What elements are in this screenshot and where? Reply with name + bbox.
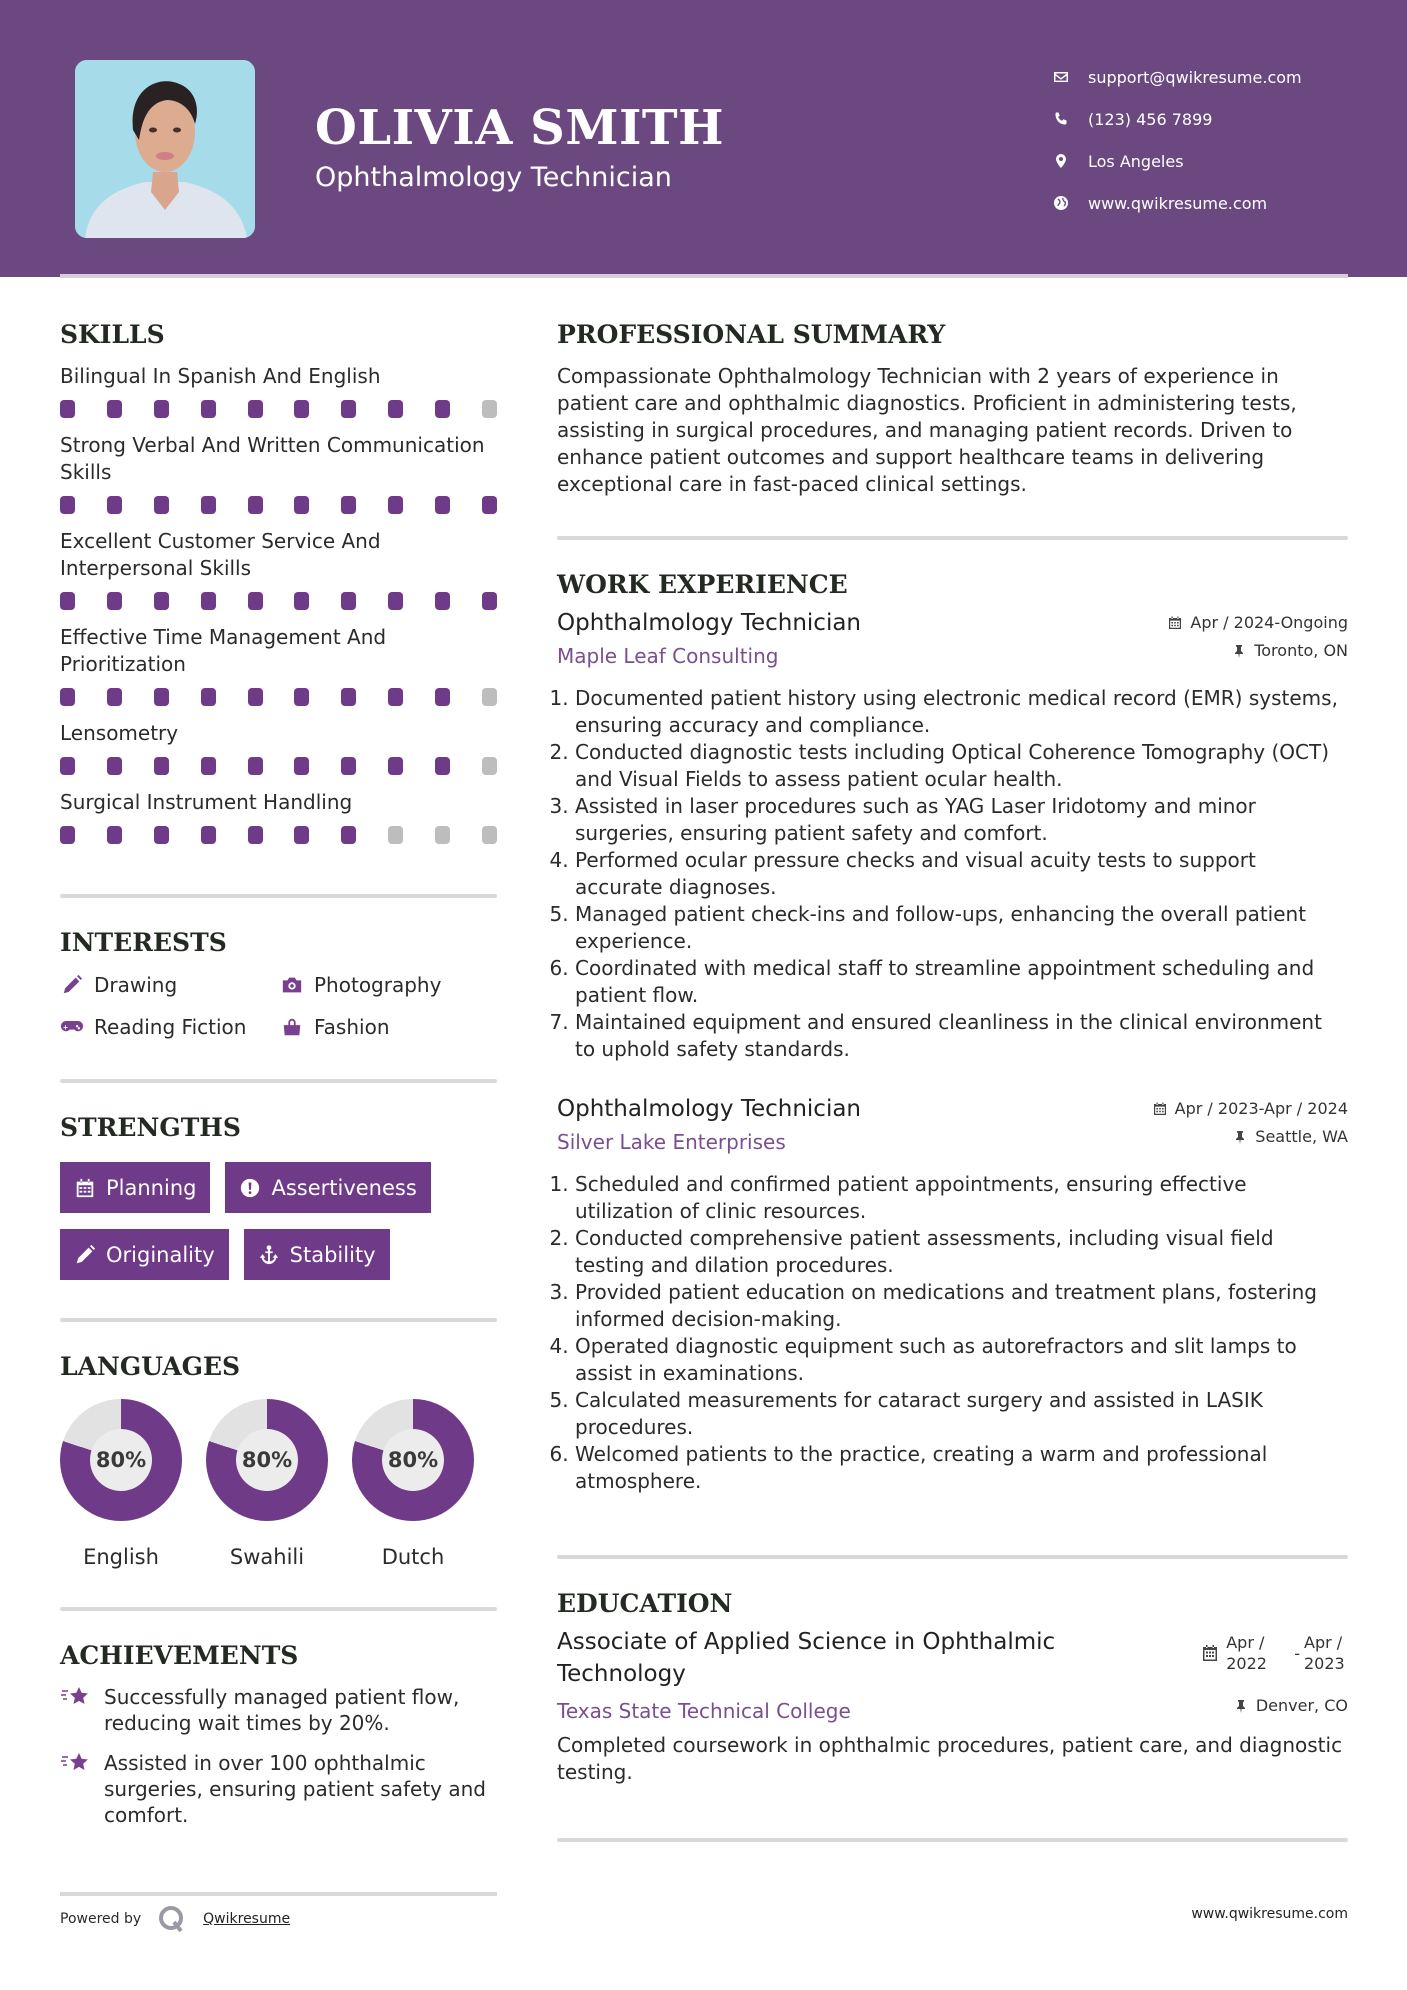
rating-dot-filled [248, 826, 263, 844]
rating-dot-filled [248, 400, 263, 418]
skill-rating [60, 757, 497, 775]
education-location [1234, 1696, 1348, 1715]
strength-label: Planning [106, 1175, 197, 1200]
degree-title: Associate of Applied Science in Ophthalmic Technology [557, 1629, 1056, 1687]
rating-dot-filled [60, 592, 75, 610]
rating-dot-filled [60, 757, 75, 775]
strength-label: Assertiveness [271, 1175, 417, 1200]
section-divider [60, 1318, 497, 1322]
pushpin-icon [1233, 1130, 1247, 1144]
date-separator: - [1294, 1643, 1300, 1663]
strength-label: Stability [289, 1242, 376, 1267]
language-item [60, 1399, 182, 1569]
duty-item: 6. Welcomed patients to the practice, creating a warm and professional atmosphere. [575, 1441, 1348, 1495]
contact-list [1050, 56, 1302, 224]
rating-dot-filled [435, 757, 450, 775]
language-item [352, 1399, 474, 1569]
education-item [557, 1626, 1348, 1786]
achievement-item [60, 1684, 497, 1736]
language-percent: 80% [382, 1429, 444, 1491]
rating-dot-empty [482, 400, 497, 418]
achievement-text: Assisted in over 100 ophthalmic surgeries, ensuring patient safety and comfort. [104, 1751, 486, 1827]
rating-dot-filled [294, 688, 309, 706]
rating-dot-filled [341, 496, 356, 514]
education-location-text: Denver, CO [1255, 1696, 1348, 1715]
globe-icon [1050, 192, 1072, 214]
shopping-bag-icon [280, 1016, 304, 1038]
duty-item: 6. Coordinated with medical staff to streamline appointment scheduling and patient flow. [575, 955, 1348, 1009]
phone-icon [1050, 108, 1072, 130]
education-heading: EDUCATION [557, 1589, 733, 1618]
contact-website[interactable] [1050, 182, 1302, 224]
rating-dot-filled [294, 592, 309, 610]
rating-dot-filled [248, 496, 263, 514]
language-percent: 80% [236, 1429, 298, 1491]
rating-dot-filled [482, 496, 497, 514]
duty-item: 7. Maintained equipment and ensured cleanliness in the clinical environment to uphold safety standards. [575, 1009, 1348, 1063]
contact-location [1050, 140, 1302, 182]
language-name: Swahili [229, 1545, 305, 1569]
contact-phone-text: (123) 456 7899 [1088, 109, 1213, 129]
rating-dot-empty [482, 757, 497, 775]
left-column [60, 320, 497, 1828]
rating-dot-filled [248, 592, 263, 610]
strength-label: Originality [106, 1242, 215, 1267]
skills-heading: SKILLS [60, 320, 165, 349]
duty-item: 1. Scheduled and confirmed patient appointments, ensuring effective utilization of clinic resources. [575, 1171, 1348, 1225]
interest-item [280, 1015, 500, 1039]
anchor-icon [258, 1244, 280, 1266]
section-divider [557, 1838, 1348, 1842]
pushpin-icon [1234, 1699, 1248, 1713]
qwikresume-logo-icon [157, 1904, 187, 1934]
interest-item [60, 973, 280, 997]
skill-name: Lensometry [60, 721, 179, 745]
duty-item: 3. Provided patient education on medications and treatment plans, fostering informed decision-making. [575, 1279, 1348, 1333]
section-divider [60, 1079, 497, 1083]
rating-dot-filled [388, 592, 403, 610]
rating-dot-filled [388, 757, 403, 775]
experience-section [557, 570, 1348, 1495]
company-name: Silver Lake Enterprises [557, 1130, 786, 1154]
rating-dot-filled [107, 592, 122, 610]
job-duties [557, 1171, 1348, 1495]
powered-by-text: Powered by [60, 1911, 142, 1927]
header-divider [60, 274, 1348, 278]
rating-dot-empty [435, 826, 450, 844]
section-divider [557, 536, 1348, 540]
achievement-item [60, 1750, 497, 1828]
rating-dot-filled [341, 826, 356, 844]
duty-item: 1. Documented patient history using electronic medical record (EMR) systems, ensuring accuracy and compliance. [575, 685, 1348, 739]
rating-dot-filled [435, 400, 450, 418]
section-divider [60, 894, 497, 898]
pencil-icon [74, 1244, 96, 1266]
rating-dot-filled [107, 826, 122, 844]
calendar-icon [1168, 616, 1182, 630]
rating-dot-filled [388, 496, 403, 514]
skill-item [60, 720, 497, 775]
skill-name: Strong Verbal And Written Communication Skills [60, 433, 485, 484]
interest-label: Reading Fiction [94, 1015, 247, 1039]
education-description: Completed coursework in ophthalmic procedures, patient care, and diagnostic testing. [557, 1733, 1343, 1784]
duty-item: 4. Performed ocular pressure checks and visual acuity tests to support accurate diagnoses. [575, 847, 1348, 901]
skill-item [60, 528, 497, 610]
rating-dot-empty [482, 826, 497, 844]
strength-chip [244, 1229, 390, 1280]
language-name: Dutch [381, 1545, 445, 1569]
rating-dot-filled [154, 496, 169, 514]
rating-dot-filled [201, 757, 216, 775]
skill-item [60, 363, 497, 418]
rating-dot-empty [388, 826, 403, 844]
language-progress-ring [60, 1399, 182, 1521]
language-progress-ring [352, 1399, 474, 1521]
rating-dot-empty [482, 688, 497, 706]
rating-dot-filled [388, 688, 403, 706]
strength-chip [60, 1229, 229, 1280]
qwikresume-link[interactable]: Qwikresume [203, 1911, 291, 1927]
rating-dot-filled [107, 496, 122, 514]
right-column [557, 320, 1348, 1842]
duty-item: 3. Assisted in laser procedures such as YAG Laser Iridotomy and minor surgeries, ensuring patient safety and comfort. [575, 793, 1348, 847]
calendar-icon [1153, 1102, 1167, 1116]
duty-item: 2. Conducted comprehensive patient assessments, including visual field testing and dilation procedures. [575, 1225, 1348, 1279]
interests-heading: INTERESTS [60, 928, 227, 957]
exclamation-circle-icon [239, 1177, 261, 1199]
rating-dot-filled [388, 400, 403, 418]
job-dates [1168, 613, 1348, 632]
profile-photo [75, 60, 255, 238]
school-name: Texas State Technical College [557, 1699, 851, 1723]
skill-name: Excellent Customer Service And Interpersonal Skills [60, 529, 381, 580]
rating-dot-filled [294, 400, 309, 418]
job-location [1233, 1127, 1348, 1146]
rating-dot-filled [294, 826, 309, 844]
summary-heading: PROFESSIONAL SUMMARY [557, 320, 946, 349]
rating-dot-filled [435, 688, 450, 706]
rating-dot-filled [154, 688, 169, 706]
skill-item [60, 789, 497, 844]
job-dates-text: Apr / 2024-Ongoing [1190, 613, 1348, 632]
language-percent: 80% [90, 1429, 152, 1491]
rating-dot-filled [107, 400, 122, 418]
rating-dot-filled [435, 592, 450, 610]
strengths-heading: STRENGTHS [60, 1113, 241, 1142]
rating-dot-filled [201, 826, 216, 844]
rating-dot-filled [154, 757, 169, 775]
person-photo-illustration [75, 60, 255, 238]
skill-rating [60, 400, 497, 418]
job-duties [557, 685, 1348, 1063]
language-name: English [83, 1545, 159, 1569]
rating-dot-filled [201, 688, 216, 706]
duty-item: 4. Operated diagnostic equipment such as autorefractors and slit lamps to assist in examinations. [575, 1333, 1348, 1387]
strengths-section [60, 1113, 497, 1280]
powered-by [60, 1904, 290, 1934]
candidate-name: OLIVIA SMITH [315, 100, 724, 156]
skill-item [60, 432, 497, 514]
rating-dot-filled [201, 400, 216, 418]
rating-dot-filled [154, 592, 169, 610]
rating-dot-filled [154, 400, 169, 418]
skill-rating [60, 592, 497, 610]
skill-rating [60, 496, 497, 514]
skill-item [60, 624, 497, 706]
section-divider [557, 1555, 1348, 1559]
strengths-list [60, 1162, 497, 1280]
section-divider [60, 1607, 497, 1611]
interest-item [60, 1015, 280, 1039]
job-title: Ophthalmology Technician [557, 1096, 862, 1122]
rating-dot-filled [341, 688, 356, 706]
job-location [1232, 641, 1348, 660]
camera-icon [280, 974, 304, 996]
languages-heading: LANGUAGES [60, 1352, 241, 1381]
rating-dot-filled [60, 496, 75, 514]
rating-dot-filled [435, 496, 450, 514]
language-item [206, 1399, 328, 1569]
rating-dot-filled [60, 400, 75, 418]
skill-rating [60, 826, 497, 844]
rating-dot-filled [60, 826, 75, 844]
education-start: Apr / 2022 [1226, 1633, 1267, 1673]
contact-email-text: support@qwikresume.com [1088, 67, 1302, 87]
contact-email[interactable] [1050, 56, 1302, 98]
achievements-heading: ACHIEVEMENTS [60, 1641, 299, 1670]
rating-dot-filled [248, 688, 263, 706]
rating-dot-filled [154, 826, 169, 844]
shooting-star-icon [60, 1750, 92, 1778]
pushpin-icon [1232, 644, 1246, 658]
rating-dot-filled [341, 757, 356, 775]
duty-item: 2. Conducted diagnostic tests including Optical Coherence Tomography (OCT) and Visual Fields to assess patient ocular health. [575, 739, 1348, 793]
rating-dot-filled [341, 592, 356, 610]
calendar-icon [1202, 1644, 1218, 1662]
resume-header [0, 0, 1407, 277]
achievements-section [60, 1641, 497, 1828]
job-dates-text: Apr / 2023-Apr / 2024 [1174, 1099, 1348, 1118]
strength-chip [60, 1162, 210, 1213]
envelope-icon [1050, 66, 1072, 88]
skill-name: Effective Time Management And Prioritization [60, 625, 387, 676]
summary-section [557, 320, 1348, 498]
job-entry [557, 1093, 1348, 1495]
rating-dot-filled [482, 592, 497, 610]
rating-dot-filled [341, 400, 356, 418]
rating-dot-filled [248, 757, 263, 775]
job-entry [557, 607, 1348, 1063]
interest-label: Photography [314, 973, 442, 997]
interests-list [60, 973, 497, 1039]
achievement-text: Successfully managed patient flow, reducing wait times by 20%. [104, 1685, 460, 1735]
education-dates [1202, 1632, 1348, 1674]
gamepad-icon [60, 1016, 84, 1038]
rating-dot-filled [294, 757, 309, 775]
contact-website-text: www.qwikresume.com [1088, 193, 1268, 213]
job-title: Ophthalmology Technician [557, 610, 862, 636]
skill-name: Surgical Instrument Handling [60, 790, 353, 814]
skill-rating [60, 688, 497, 706]
languages-list [60, 1399, 497, 1569]
footer-website[interactable]: www.qwikresume.com [1191, 1906, 1348, 1922]
candidate-title: Ophthalmology Technician [315, 162, 672, 193]
shooting-star-icon [60, 1684, 92, 1712]
map-marker-icon [1050, 150, 1072, 172]
rating-dot-filled [201, 496, 216, 514]
skill-name: Bilingual In Spanish And English [60, 364, 381, 388]
strength-chip [225, 1162, 430, 1213]
footer-divider [60, 1892, 497, 1896]
interests-section [60, 928, 497, 1039]
job-dates [1153, 1099, 1348, 1118]
education-end: Apr / 2023 [1304, 1633, 1345, 1673]
rating-dot-filled [60, 688, 75, 706]
language-progress-ring [206, 1399, 328, 1521]
job-location-text: Toronto, ON [1254, 641, 1348, 660]
rating-dot-filled [107, 757, 122, 775]
contact-phone[interactable] [1050, 98, 1302, 140]
languages-section [60, 1352, 497, 1569]
skills-section [60, 320, 497, 844]
rating-dot-filled [107, 688, 122, 706]
pencil-icon [60, 974, 84, 996]
job-list [557, 607, 1348, 1495]
summary-text: Compassionate Ophthalmology Technician with 2 years of experience in patient care and ophthalmic diagnostics. Proficient in administering tests, assisting in surgical procedures, and managing patient records. Driven to enhance patient outcomes and support healthcare teams in delivering exceptional care in fast-paced clinical settings. [557, 364, 1297, 496]
company-name: Maple Leaf Consulting [557, 644, 779, 668]
education-section [557, 1589, 1348, 1786]
duty-item: 5. Calculated measurements for cataract surgery and assisted in LASIK procedures. [575, 1387, 1348, 1441]
interest-label: Fashion [314, 1015, 390, 1039]
rating-dot-filled [294, 496, 309, 514]
skills-list [60, 363, 497, 844]
rating-dot-filled [201, 592, 216, 610]
job-location-text: Seattle, WA [1255, 1127, 1348, 1146]
interest-item [280, 973, 500, 997]
contact-location-text: Los Angeles [1088, 151, 1184, 171]
calendar-icon [74, 1177, 96, 1199]
duty-item: 5. Managed patient check-ins and follow-ups, enhancing the overall patient experience. [575, 901, 1348, 955]
interest-label: Drawing [94, 973, 178, 997]
experience-heading: WORK EXPERIENCE [557, 570, 848, 599]
